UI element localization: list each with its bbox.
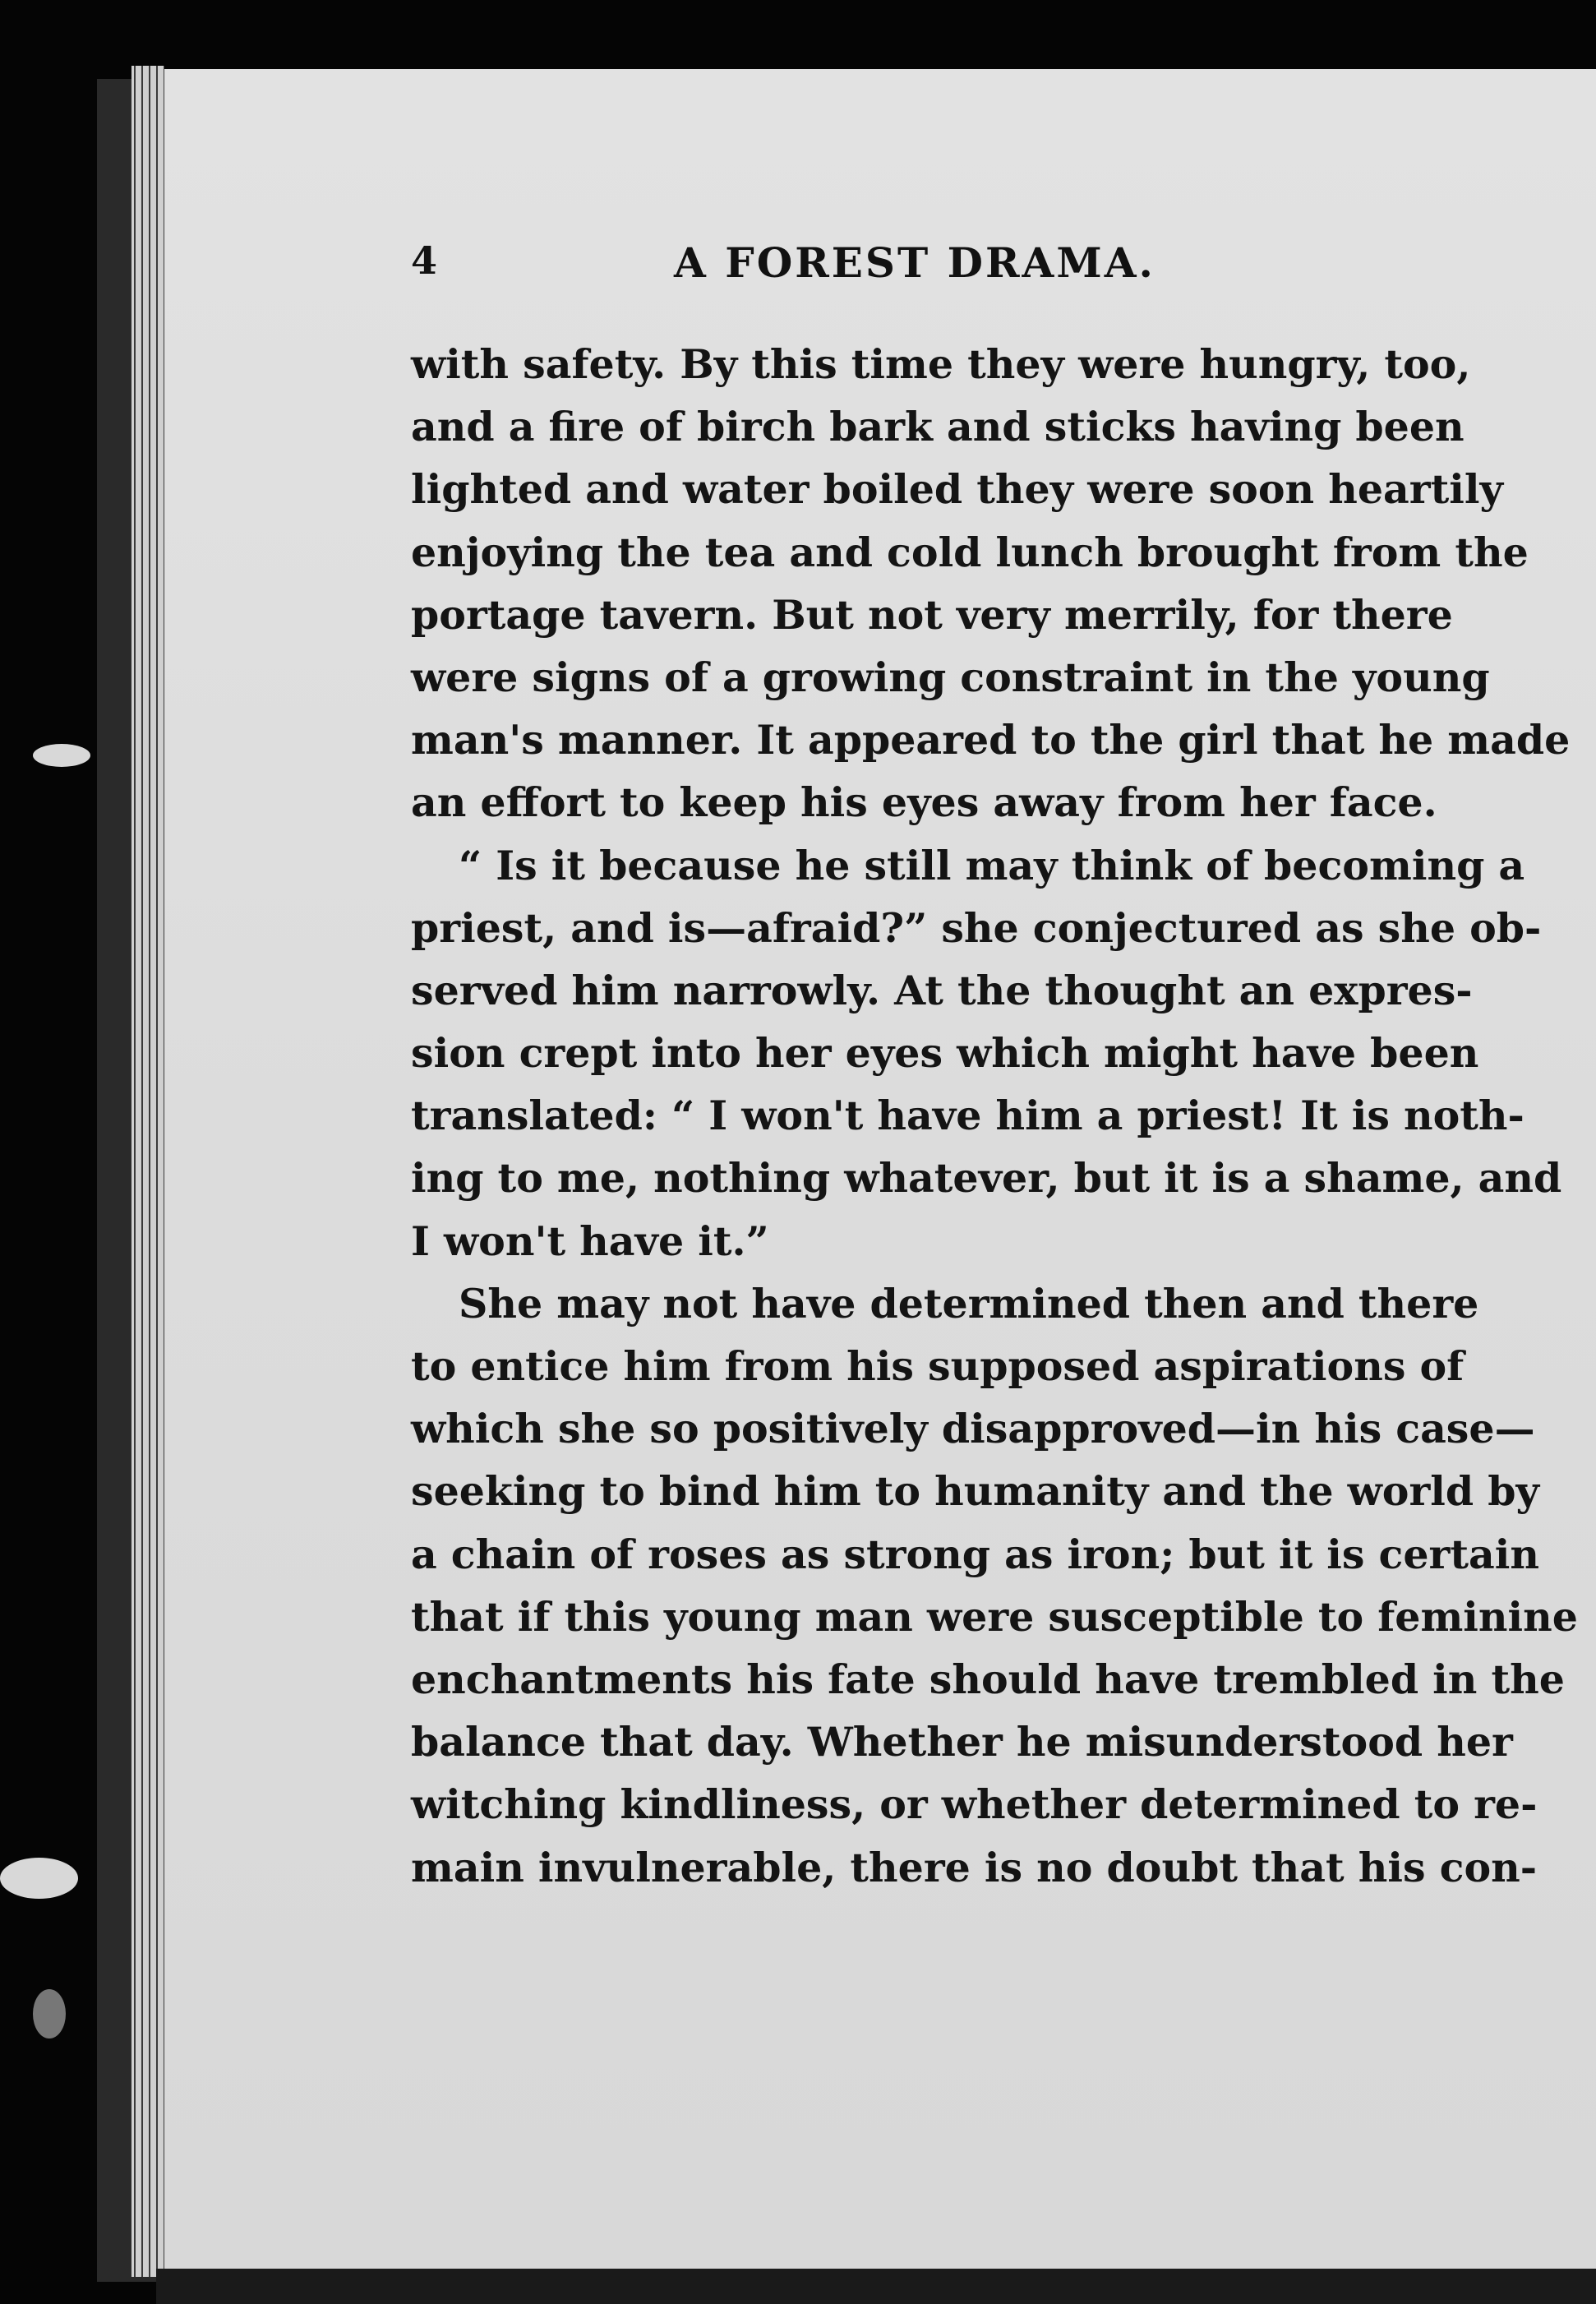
text-line: priest, and is—afraid?” she conjectured as she ob- [411, 903, 1542, 952]
text-line: which she so positively disapproved—in his case— [411, 1405, 1535, 1453]
text-line: “ Is it because he still may think of becoming a [459, 841, 1525, 889]
text-line: served him narrowly. At the thought an expres- [411, 966, 1473, 1014]
running-title: A FOREST DRAMA. [674, 238, 1155, 287]
text-line: man's manner. It appeared to the girl that he made [411, 716, 1571, 764]
paragraph [411, 834, 1562, 1272]
text-line: an effort to keep his eyes away from her face. [411, 778, 1437, 827]
text-line: were signs of a growing constraint in the young [411, 653, 1490, 701]
text-line: enjoying the tea and cold lunch brought from the [411, 528, 1529, 576]
scan-speck [33, 744, 90, 767]
scan-speck [33, 1989, 66, 2039]
page-number: 4 [411, 238, 438, 283]
text-line: ing to me, nothing whatever, but it is a shame, and [411, 1154, 1562, 1203]
text-line: witching kindliness, or whether determined to re- [411, 1780, 1538, 1829]
page-edges [131, 66, 164, 2277]
text-line: main invulnerable, there is no doubt that his con- [411, 1843, 1538, 1891]
text-line: portage tavern. But not very merrily, for there [411, 590, 1453, 639]
scan-speck [0, 1858, 78, 1899]
text-line: lighted and water boiled they were soon heartily [411, 465, 1503, 514]
text-line: balance that day. Whether he misunderstood her [411, 1718, 1513, 1766]
text-line: with safety. By this time they were hungry, too, [411, 340, 1471, 388]
text-line: to entice him from his supposed aspirations of [411, 1342, 1465, 1390]
text-line: and a fire of birch bark and sticks having been [411, 403, 1465, 451]
body-text [411, 333, 1578, 1899]
text-line: She may not have determined then and there [459, 1279, 1479, 1327]
text-line: a chain of roses as strong as iron; but it is certain [411, 1530, 1539, 1578]
page-header [411, 238, 1389, 296]
text-line: sion crept into her eyes which might have been [411, 1029, 1479, 1078]
text-line: enchantments his fate should have trembled in the [411, 1655, 1565, 1703]
paragraph [411, 333, 1571, 834]
text-line: I won't have it.” [411, 1217, 769, 1265]
text-line: translated: “ I won't have him a priest! It is noth- [411, 1092, 1525, 1140]
paragraph [411, 1272, 1578, 1899]
scan-bottom-edge [156, 2269, 1596, 2304]
text-line: seeking to bind him to humanity and the world by [411, 1467, 1539, 1516]
text-line: that if this young man were susceptible to feminine [411, 1592, 1578, 1641]
